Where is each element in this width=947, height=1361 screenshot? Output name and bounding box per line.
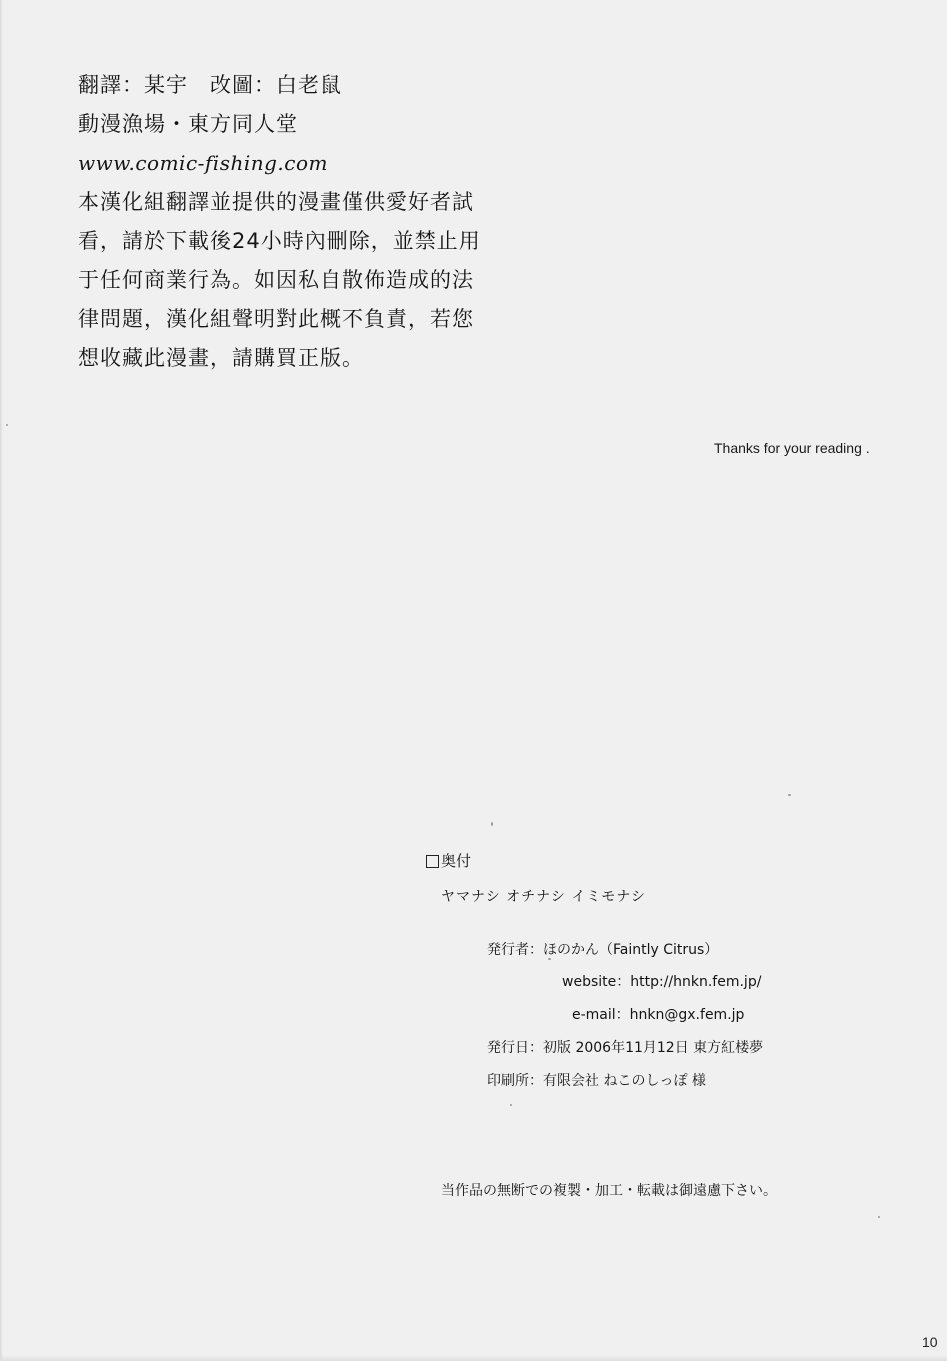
scan-speck [6, 424, 8, 426]
translator-notice [78, 72, 518, 384]
scan-speck [878, 1216, 880, 1218]
thanks-message: Thanks for your reading . [714, 440, 870, 456]
scan-speck [788, 794, 791, 796]
book-title: ヤマナシ オチナシ イミモナシ [441, 889, 647, 905]
colophon-heading: 奥付 [441, 852, 472, 870]
email-row: e-mail：hnkn@gx.fem.jp [572, 1007, 745, 1023]
disclaimer-line: 律問題，漢化組聲明對此概不負責，若您 [78, 307, 474, 331]
disclaimer-line: 于任何商業行為。如因私自散佈造成的法 [78, 268, 474, 292]
scan-speck [548, 958, 551, 960]
translation-credits: 翻譯：某宇 改圖：白老鼠 [78, 73, 342, 97]
disclaimer-line: 本漢化組翻譯並提供的漫畫僅供愛好者試 [78, 190, 474, 214]
scan-edge [0, 0, 3, 1361]
page-number: 10 [922, 1334, 938, 1350]
group-name: 動漫漁場・東方同人堂 [78, 112, 298, 136]
publisher-row: 発行者：ほのかん（Faintly Citrus） [487, 942, 719, 958]
group-website: www.comic-fishing.com [78, 151, 328, 175]
square-icon [426, 855, 439, 868]
colophon-header [426, 851, 471, 871]
printer-row: 印刷所：有限会社 ねこのしっぽ 様 [487, 1073, 706, 1089]
disclaimer-line: 看，請於下載後24小時內刪除，並禁止用 [78, 229, 481, 253]
issue-date-row: 発行日：初版 2006年11月12日 東方紅楼夢 [487, 1040, 764, 1056]
website-row: website：http://hnkn.fem.jp/ [562, 974, 762, 990]
scan-speck [491, 822, 493, 826]
disclaimer-line: 想收藏此漫畫，請購買正版。 [78, 346, 364, 370]
scan-speck [510, 1104, 512, 1106]
copyright-notice: 当作品の無断での複製・加工・転載は御遠慮下さい。 [441, 1183, 777, 1199]
scan-edge [0, 1355, 947, 1361]
